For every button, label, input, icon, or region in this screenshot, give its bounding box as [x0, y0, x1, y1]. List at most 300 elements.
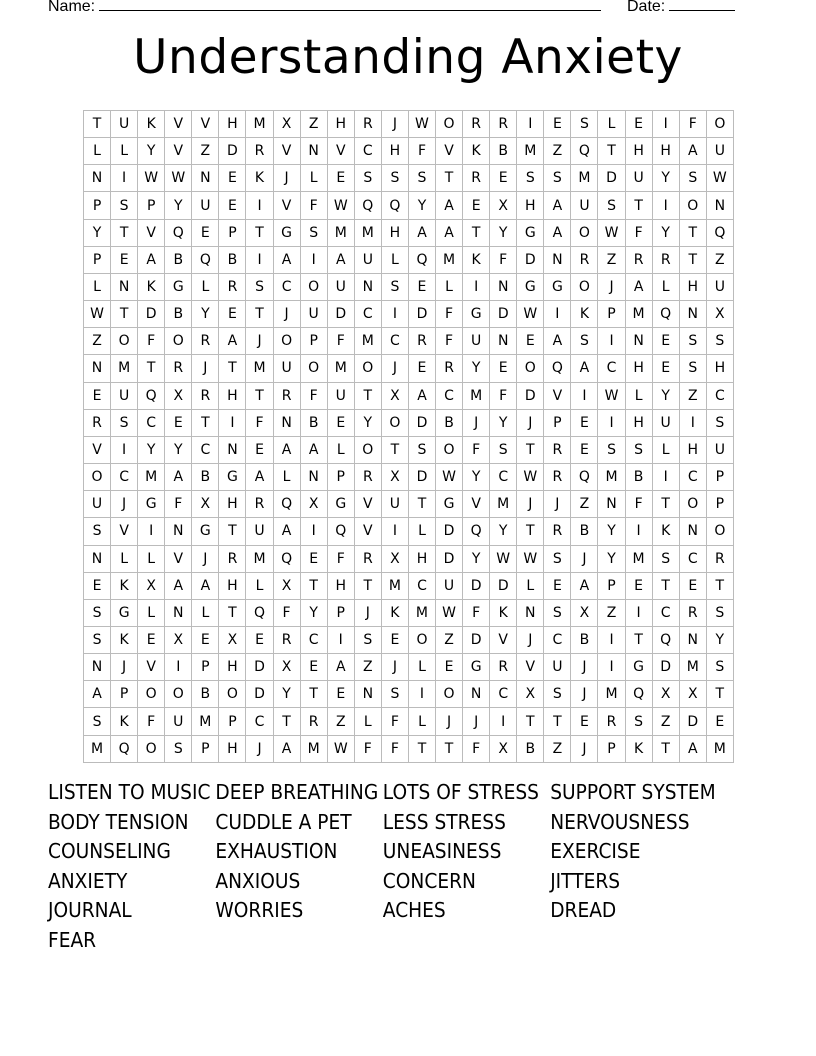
- grid-cell[interactable]: B: [571, 518, 598, 545]
- grid-cell[interactable]: D: [246, 681, 273, 708]
- grid-cell[interactable]: D: [409, 464, 436, 491]
- grid-cell[interactable]: V: [544, 383, 571, 410]
- grid-cell[interactable]: B: [517, 736, 544, 763]
- grid-cell[interactable]: H: [517, 192, 544, 219]
- grid-cell[interactable]: R: [274, 383, 301, 410]
- grid-cell[interactable]: R: [192, 383, 219, 410]
- grid-cell[interactable]: X: [382, 383, 409, 410]
- grid-cell[interactable]: R: [490, 654, 517, 681]
- grid-cell[interactable]: J: [517, 491, 544, 518]
- grid-cell[interactable]: W: [436, 600, 463, 627]
- grid-cell[interactable]: N: [680, 301, 707, 328]
- grid-cell[interactable]: K: [246, 165, 273, 192]
- grid-cell[interactable]: X: [490, 192, 517, 219]
- grid-cell[interactable]: K: [463, 247, 490, 274]
- grid-cell[interactable]: P: [544, 410, 571, 437]
- grid-cell[interactable]: A: [571, 355, 598, 382]
- grid-cell[interactable]: S: [84, 518, 111, 545]
- grid-cell[interactable]: D: [653, 654, 680, 681]
- grid-cell[interactable]: P: [707, 464, 734, 491]
- grid-cell[interactable]: G: [219, 464, 246, 491]
- grid-cell[interactable]: O: [111, 328, 138, 355]
- grid-cell[interactable]: F: [436, 301, 463, 328]
- grid-cell[interactable]: O: [571, 274, 598, 301]
- grid-cell[interactable]: R: [544, 464, 571, 491]
- grid-cell[interactable]: U: [707, 138, 734, 165]
- grid-cell[interactable]: L: [192, 274, 219, 301]
- grid-cell[interactable]: D: [517, 247, 544, 274]
- grid-cell[interactable]: U: [626, 165, 653, 192]
- grid-cell[interactable]: W: [436, 464, 463, 491]
- grid-cell[interactable]: F: [328, 328, 355, 355]
- grid-cell[interactable]: X: [382, 546, 409, 573]
- grid-cell[interactable]: S: [544, 681, 571, 708]
- grid-cell[interactable]: C: [653, 600, 680, 627]
- grid-cell[interactable]: S: [598, 192, 625, 219]
- grid-cell[interactable]: E: [436, 654, 463, 681]
- grid-cell[interactable]: I: [626, 600, 653, 627]
- grid-cell[interactable]: C: [355, 301, 382, 328]
- grid-cell[interactable]: U: [544, 654, 571, 681]
- grid-cell[interactable]: R: [463, 165, 490, 192]
- grid-cell[interactable]: P: [598, 736, 625, 763]
- grid-cell[interactable]: N: [219, 437, 246, 464]
- grid-cell[interactable]: Y: [165, 437, 192, 464]
- grid-cell[interactable]: Z: [436, 627, 463, 654]
- grid-cell[interactable]: S: [571, 111, 598, 138]
- grid-cell[interactable]: X: [138, 573, 165, 600]
- grid-cell[interactable]: H: [219, 111, 246, 138]
- grid-cell[interactable]: J: [355, 600, 382, 627]
- grid-cell[interactable]: S: [382, 274, 409, 301]
- grid-cell[interactable]: K: [111, 573, 138, 600]
- grid-cell[interactable]: C: [274, 274, 301, 301]
- grid-cell[interactable]: L: [138, 546, 165, 573]
- grid-cell[interactable]: G: [165, 274, 192, 301]
- grid-cell[interactable]: Q: [165, 220, 192, 247]
- grid-cell[interactable]: M: [463, 383, 490, 410]
- grid-cell[interactable]: O: [680, 192, 707, 219]
- grid-cell[interactable]: F: [165, 491, 192, 518]
- grid-cell[interactable]: K: [382, 600, 409, 627]
- grid-cell[interactable]: X: [680, 681, 707, 708]
- grid-cell[interactable]: T: [436, 165, 463, 192]
- grid-cell[interactable]: R: [301, 708, 328, 735]
- grid-cell[interactable]: K: [111, 708, 138, 735]
- grid-cell[interactable]: L: [626, 383, 653, 410]
- grid-cell[interactable]: V: [84, 437, 111, 464]
- grid-cell[interactable]: I: [571, 383, 598, 410]
- grid-cell[interactable]: S: [707, 654, 734, 681]
- grid-cell[interactable]: O: [274, 328, 301, 355]
- grid-cell[interactable]: S: [382, 165, 409, 192]
- grid-cell[interactable]: L: [517, 573, 544, 600]
- grid-cell[interactable]: S: [111, 192, 138, 219]
- grid-cell[interactable]: A: [219, 328, 246, 355]
- grid-cell[interactable]: Q: [571, 464, 598, 491]
- grid-cell[interactable]: V: [138, 220, 165, 247]
- grid-cell[interactable]: H: [219, 736, 246, 763]
- grid-cell[interactable]: P: [598, 301, 625, 328]
- grid-cell[interactable]: L: [409, 654, 436, 681]
- grid-cell[interactable]: O: [517, 355, 544, 382]
- grid-cell[interactable]: T: [409, 491, 436, 518]
- grid-cell[interactable]: Y: [490, 220, 517, 247]
- grid-cell[interactable]: C: [192, 437, 219, 464]
- grid-cell[interactable]: V: [463, 491, 490, 518]
- grid-cell[interactable]: D: [328, 301, 355, 328]
- grid-cell[interactable]: S: [409, 165, 436, 192]
- grid-cell[interactable]: B: [192, 464, 219, 491]
- grid-cell[interactable]: Q: [111, 736, 138, 763]
- grid-cell[interactable]: C: [544, 627, 571, 654]
- grid-cell[interactable]: T: [436, 736, 463, 763]
- grid-cell[interactable]: D: [436, 546, 463, 573]
- grid-cell[interactable]: M: [246, 355, 273, 382]
- grid-cell[interactable]: K: [463, 138, 490, 165]
- grid-cell[interactable]: M: [680, 654, 707, 681]
- grid-cell[interactable]: X: [165, 383, 192, 410]
- grid-cell[interactable]: N: [165, 600, 192, 627]
- grid-cell[interactable]: V: [165, 546, 192, 573]
- grid-cell[interactable]: G: [544, 274, 571, 301]
- grid-cell[interactable]: U: [165, 708, 192, 735]
- grid-cell[interactable]: R: [490, 111, 517, 138]
- grid-cell[interactable]: N: [490, 328, 517, 355]
- grid-cell[interactable]: Y: [355, 410, 382, 437]
- grid-cell[interactable]: Y: [490, 410, 517, 437]
- grid-cell[interactable]: O: [165, 681, 192, 708]
- grid-cell[interactable]: Y: [490, 518, 517, 545]
- grid-cell[interactable]: T: [246, 383, 273, 410]
- grid-cell[interactable]: Y: [598, 518, 625, 545]
- grid-cell[interactable]: D: [463, 573, 490, 600]
- grid-cell[interactable]: L: [246, 573, 273, 600]
- grid-cell[interactable]: M: [626, 546, 653, 573]
- grid-cell[interactable]: T: [626, 627, 653, 654]
- grid-cell[interactable]: L: [192, 600, 219, 627]
- grid-cell[interactable]: A: [165, 573, 192, 600]
- grid-cell[interactable]: X: [219, 627, 246, 654]
- grid-cell[interactable]: Z: [598, 247, 625, 274]
- grid-cell[interactable]: D: [436, 518, 463, 545]
- grid-cell[interactable]: S: [382, 681, 409, 708]
- grid-cell[interactable]: H: [219, 491, 246, 518]
- grid-cell[interactable]: D: [246, 654, 273, 681]
- grid-cell[interactable]: R: [544, 437, 571, 464]
- grid-cell[interactable]: P: [192, 736, 219, 763]
- grid-cell[interactable]: R: [680, 600, 707, 627]
- grid-cell[interactable]: R: [463, 111, 490, 138]
- grid-cell[interactable]: U: [328, 383, 355, 410]
- grid-cell[interactable]: R: [219, 274, 246, 301]
- grid-cell[interactable]: T: [219, 518, 246, 545]
- grid-cell[interactable]: S: [165, 736, 192, 763]
- grid-cell[interactable]: Y: [165, 192, 192, 219]
- grid-cell[interactable]: E: [301, 546, 328, 573]
- grid-cell[interactable]: Q: [626, 681, 653, 708]
- grid-cell[interactable]: T: [517, 437, 544, 464]
- grid-cell[interactable]: E: [246, 437, 273, 464]
- grid-cell[interactable]: I: [653, 111, 680, 138]
- grid-cell[interactable]: F: [626, 220, 653, 247]
- grid-cell[interactable]: U: [571, 192, 598, 219]
- grid-cell[interactable]: R: [246, 491, 273, 518]
- grid-cell[interactable]: K: [571, 301, 598, 328]
- grid-cell[interactable]: W: [707, 165, 734, 192]
- grid-cell[interactable]: M: [328, 220, 355, 247]
- grid-cell[interactable]: Q: [463, 518, 490, 545]
- grid-cell[interactable]: H: [219, 654, 246, 681]
- grid-cell[interactable]: F: [463, 736, 490, 763]
- grid-cell[interactable]: T: [138, 355, 165, 382]
- grid-cell[interactable]: W: [84, 301, 111, 328]
- grid-cell[interactable]: J: [463, 708, 490, 735]
- grid-cell[interactable]: E: [219, 192, 246, 219]
- grid-cell[interactable]: K: [653, 518, 680, 545]
- grid-cell[interactable]: T: [246, 220, 273, 247]
- grid-cell[interactable]: N: [111, 274, 138, 301]
- grid-cell[interactable]: C: [436, 383, 463, 410]
- grid-cell[interactable]: H: [219, 573, 246, 600]
- grid-cell[interactable]: S: [490, 437, 517, 464]
- grid-cell[interactable]: T: [680, 220, 707, 247]
- grid-cell[interactable]: C: [598, 355, 625, 382]
- grid-cell[interactable]: N: [680, 627, 707, 654]
- grid-cell[interactable]: O: [301, 274, 328, 301]
- grid-cell[interactable]: P: [84, 247, 111, 274]
- grid-cell[interactable]: P: [328, 600, 355, 627]
- grid-cell[interactable]: L: [653, 437, 680, 464]
- grid-cell[interactable]: S: [707, 328, 734, 355]
- grid-cell[interactable]: B: [436, 410, 463, 437]
- grid-cell[interactable]: E: [707, 708, 734, 735]
- grid-cell[interactable]: E: [490, 165, 517, 192]
- grid-cell[interactable]: U: [436, 573, 463, 600]
- grid-cell[interactable]: F: [463, 437, 490, 464]
- grid-cell[interactable]: Q: [274, 546, 301, 573]
- grid-cell[interactable]: I: [653, 192, 680, 219]
- grid-cell[interactable]: M: [598, 681, 625, 708]
- grid-cell[interactable]: Q: [274, 491, 301, 518]
- grid-cell[interactable]: F: [138, 708, 165, 735]
- grid-cell[interactable]: Q: [246, 600, 273, 627]
- grid-cell[interactable]: M: [436, 247, 463, 274]
- grid-cell[interactable]: T: [517, 518, 544, 545]
- grid-cell[interactable]: K: [138, 274, 165, 301]
- grid-cell[interactable]: N: [517, 600, 544, 627]
- grid-cell[interactable]: G: [111, 600, 138, 627]
- grid-cell[interactable]: V: [165, 138, 192, 165]
- grid-cell[interactable]: H: [328, 111, 355, 138]
- grid-cell[interactable]: A: [328, 654, 355, 681]
- grid-cell[interactable]: J: [517, 627, 544, 654]
- grid-cell[interactable]: E: [571, 410, 598, 437]
- grid-cell[interactable]: F: [626, 491, 653, 518]
- grid-cell[interactable]: P: [301, 328, 328, 355]
- grid-cell[interactable]: X: [490, 736, 517, 763]
- grid-cell[interactable]: A: [301, 437, 328, 464]
- grid-cell[interactable]: U: [301, 301, 328, 328]
- grid-cell[interactable]: M: [355, 328, 382, 355]
- grid-cell[interactable]: B: [571, 627, 598, 654]
- grid-cell[interactable]: O: [707, 518, 734, 545]
- grid-cell[interactable]: R: [409, 328, 436, 355]
- grid-cell[interactable]: I: [111, 437, 138, 464]
- grid-cell[interactable]: R: [436, 355, 463, 382]
- name-field[interactable]: [48, 0, 601, 16]
- grid-cell[interactable]: N: [192, 165, 219, 192]
- grid-cell[interactable]: J: [571, 736, 598, 763]
- grid-cell[interactable]: Z: [598, 600, 625, 627]
- grid-cell[interactable]: H: [626, 138, 653, 165]
- grid-cell[interactable]: E: [653, 355, 680, 382]
- grid-cell[interactable]: H: [707, 355, 734, 382]
- grid-cell[interactable]: T: [192, 410, 219, 437]
- grid-cell[interactable]: R: [274, 627, 301, 654]
- grid-cell[interactable]: T: [598, 138, 625, 165]
- grid-cell[interactable]: I: [680, 410, 707, 437]
- grid-cell[interactable]: J: [436, 708, 463, 735]
- grid-cell[interactable]: C: [111, 464, 138, 491]
- grid-cell[interactable]: T: [355, 573, 382, 600]
- grid-cell[interactable]: I: [111, 165, 138, 192]
- grid-cell[interactable]: J: [246, 736, 273, 763]
- grid-cell[interactable]: Y: [301, 600, 328, 627]
- grid-cell[interactable]: V: [192, 111, 219, 138]
- grid-cell[interactable]: X: [517, 681, 544, 708]
- grid-cell[interactable]: Y: [463, 464, 490, 491]
- grid-cell[interactable]: P: [192, 654, 219, 681]
- grid-cell[interactable]: Z: [544, 138, 571, 165]
- grid-cell[interactable]: E: [626, 573, 653, 600]
- grid-cell[interactable]: K: [138, 111, 165, 138]
- grid-cell[interactable]: E: [328, 410, 355, 437]
- grid-cell[interactable]: U: [274, 355, 301, 382]
- grid-cell[interactable]: F: [382, 708, 409, 735]
- grid-cell[interactable]: W: [328, 192, 355, 219]
- grid-cell[interactable]: R: [598, 708, 625, 735]
- grid-cell[interactable]: S: [571, 328, 598, 355]
- grid-cell[interactable]: S: [301, 220, 328, 247]
- grid-cell[interactable]: G: [138, 491, 165, 518]
- grid-cell[interactable]: T: [707, 681, 734, 708]
- grid-cell[interactable]: X: [274, 111, 301, 138]
- grid-cell[interactable]: N: [84, 355, 111, 382]
- grid-cell[interactable]: C: [138, 410, 165, 437]
- grid-cell[interactable]: A: [544, 220, 571, 247]
- grid-cell[interactable]: U: [84, 491, 111, 518]
- grid-cell[interactable]: T: [409, 736, 436, 763]
- grid-cell[interactable]: P: [84, 192, 111, 219]
- grid-cell[interactable]: D: [409, 301, 436, 328]
- grid-cell[interactable]: P: [138, 192, 165, 219]
- grid-cell[interactable]: D: [517, 383, 544, 410]
- grid-cell[interactable]: D: [219, 138, 246, 165]
- grid-cell[interactable]: Y: [192, 301, 219, 328]
- grid-cell[interactable]: H: [626, 410, 653, 437]
- grid-cell[interactable]: U: [707, 437, 734, 464]
- grid-cell[interactable]: V: [355, 491, 382, 518]
- grid-cell[interactable]: A: [544, 192, 571, 219]
- grid-cell[interactable]: A: [274, 247, 301, 274]
- grid-cell[interactable]: Q: [382, 192, 409, 219]
- grid-cell[interactable]: V: [517, 654, 544, 681]
- grid-cell[interactable]: A: [84, 681, 111, 708]
- grid-cell[interactable]: Q: [192, 247, 219, 274]
- grid-cell[interactable]: E: [84, 573, 111, 600]
- grid-cell[interactable]: S: [355, 165, 382, 192]
- grid-cell[interactable]: N: [301, 464, 328, 491]
- grid-cell[interactable]: F: [246, 410, 273, 437]
- grid-cell[interactable]: D: [138, 301, 165, 328]
- grid-cell[interactable]: M: [111, 355, 138, 382]
- grid-cell[interactable]: A: [138, 247, 165, 274]
- grid-cell[interactable]: I: [328, 627, 355, 654]
- grid-cell[interactable]: E: [463, 192, 490, 219]
- grid-cell[interactable]: T: [111, 301, 138, 328]
- grid-cell[interactable]: E: [571, 708, 598, 735]
- grid-cell[interactable]: T: [111, 220, 138, 247]
- grid-cell[interactable]: A: [544, 328, 571, 355]
- grid-cell[interactable]: E: [490, 355, 517, 382]
- grid-cell[interactable]: A: [680, 736, 707, 763]
- grid-cell[interactable]: M: [517, 138, 544, 165]
- grid-cell[interactable]: L: [409, 708, 436, 735]
- grid-cell[interactable]: R: [544, 518, 571, 545]
- grid-cell[interactable]: N: [490, 274, 517, 301]
- grid-cell[interactable]: A: [165, 464, 192, 491]
- grid-cell[interactable]: Z: [192, 138, 219, 165]
- grid-cell[interactable]: J: [382, 111, 409, 138]
- grid-cell[interactable]: F: [490, 383, 517, 410]
- grid-cell[interactable]: R: [165, 355, 192, 382]
- grid-cell[interactable]: E: [544, 573, 571, 600]
- grid-cell[interactable]: Y: [707, 627, 734, 654]
- grid-cell[interactable]: R: [84, 410, 111, 437]
- grid-cell[interactable]: F: [490, 247, 517, 274]
- grid-cell[interactable]: J: [192, 546, 219, 573]
- grid-cell[interactable]: Q: [544, 355, 571, 382]
- grid-cell[interactable]: V: [111, 518, 138, 545]
- grid-cell[interactable]: C: [707, 383, 734, 410]
- grid-cell[interactable]: S: [355, 627, 382, 654]
- grid-cell[interactable]: E: [409, 355, 436, 382]
- grid-cell[interactable]: L: [328, 437, 355, 464]
- grid-cell[interactable]: V: [165, 111, 192, 138]
- grid-cell[interactable]: H: [219, 383, 246, 410]
- grid-cell[interactable]: T: [219, 355, 246, 382]
- grid-cell[interactable]: R: [571, 247, 598, 274]
- date-blank-line[interactable]: [669, 0, 735, 11]
- grid-cell[interactable]: Z: [707, 247, 734, 274]
- grid-cell[interactable]: N: [301, 138, 328, 165]
- grid-cell[interactable]: L: [436, 274, 463, 301]
- grid-cell[interactable]: O: [84, 464, 111, 491]
- grid-cell[interactable]: U: [463, 328, 490, 355]
- grid-cell[interactable]: G: [626, 654, 653, 681]
- grid-cell[interactable]: T: [355, 383, 382, 410]
- grid-cell[interactable]: Y: [463, 355, 490, 382]
- grid-cell[interactable]: P: [111, 681, 138, 708]
- grid-cell[interactable]: T: [517, 708, 544, 735]
- grid-cell[interactable]: D: [680, 708, 707, 735]
- grid-cell[interactable]: I: [301, 247, 328, 274]
- grid-cell[interactable]: S: [544, 546, 571, 573]
- grid-cell[interactable]: V: [490, 627, 517, 654]
- grid-cell[interactable]: Q: [571, 138, 598, 165]
- grid-cell[interactable]: I: [598, 654, 625, 681]
